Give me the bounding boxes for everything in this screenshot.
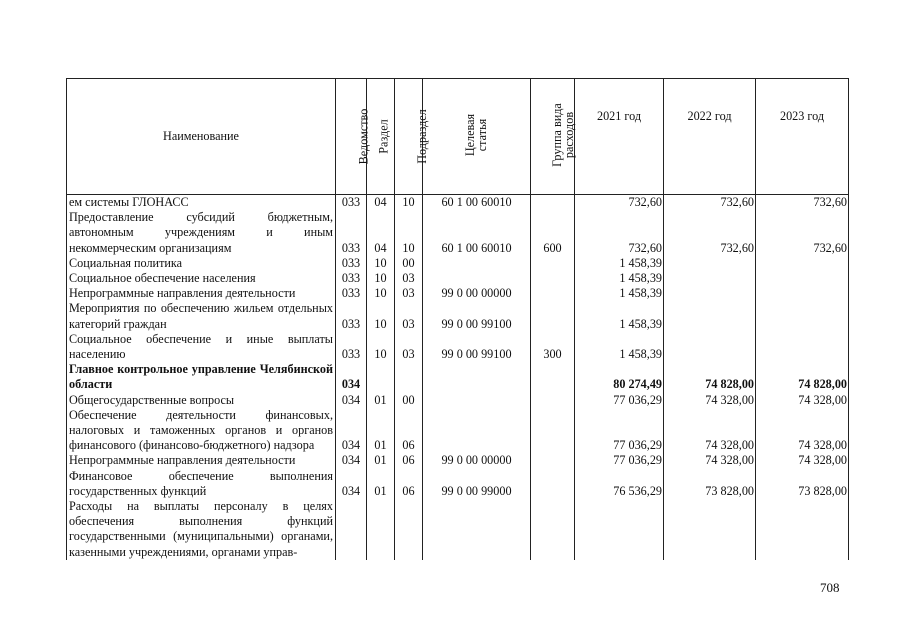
row-section xyxy=(367,499,395,560)
row-2021: 732,60 xyxy=(575,210,664,256)
header-target xyxy=(423,79,531,195)
header-group-label xyxy=(551,104,575,168)
row-group xyxy=(531,408,575,454)
row-2023 xyxy=(756,256,849,271)
row-dept: 033 xyxy=(336,301,367,331)
budget-table-sheet xyxy=(66,78,849,560)
header-dept-label: Ведомство xyxy=(356,108,371,165)
row-2021: 77 036,29 xyxy=(575,393,664,408)
table-row xyxy=(67,499,849,560)
row-group xyxy=(531,499,575,560)
table-row xyxy=(67,301,849,331)
row-2022 xyxy=(664,499,756,560)
row-name: Расходы на выплаты персоналу в целях обеспечения выполнения функций государственными (муниципальными) органами, казенными учреждениями, органами управ- xyxy=(67,499,336,560)
row-dept: 034 xyxy=(336,393,367,408)
row-dept: 033 xyxy=(336,195,367,211)
row-section: 10 xyxy=(367,301,395,331)
row-dept: 033 xyxy=(336,332,367,362)
table-row xyxy=(67,408,849,454)
table-row xyxy=(67,362,849,392)
row-2022: 74 328,00 xyxy=(664,408,756,454)
header-target-label xyxy=(465,114,489,156)
row-group xyxy=(531,301,575,331)
row-subsection: 06 xyxy=(395,453,423,468)
row-target: 99 0 00 99100 xyxy=(423,301,531,331)
row-2023: 74 328,00 xyxy=(756,393,849,408)
row-2022 xyxy=(664,332,756,362)
row-subsection: 00 xyxy=(395,393,423,408)
row-target xyxy=(423,271,531,286)
row-name: ем системы ГЛОНАСС xyxy=(67,195,336,211)
row-2021: 76 536,29 xyxy=(575,469,664,499)
row-2021: 1 458,39 xyxy=(575,286,664,301)
row-subsection: 10 xyxy=(395,195,423,211)
header-group-line2: расходов xyxy=(561,112,576,159)
table-header-row xyxy=(67,79,849,195)
row-name: Обеспечение деятельности финансовых, налоговых и таможенных органов и органов финансового (финансово-бюджетного) надзора xyxy=(67,408,336,454)
row-target xyxy=(423,393,531,408)
row-subsection: 03 xyxy=(395,332,423,362)
row-section: 10 xyxy=(367,256,395,271)
row-dept: 033 xyxy=(336,286,367,301)
row-target: 99 0 00 99000 xyxy=(423,469,531,499)
row-2023 xyxy=(756,286,849,301)
row-target xyxy=(423,408,531,454)
row-2022 xyxy=(664,256,756,271)
row-group xyxy=(531,393,575,408)
row-subsection: 06 xyxy=(395,408,423,454)
row-2021 xyxy=(575,499,664,560)
header-subsection xyxy=(395,79,429,195)
row-2021: 77 036,29 xyxy=(575,453,664,468)
page-number: 708 xyxy=(820,580,840,595)
row-target xyxy=(423,256,531,271)
table-row xyxy=(67,210,849,256)
row-dept: 034 xyxy=(336,362,367,392)
row-group: 600 xyxy=(531,210,575,256)
row-dept: 033 xyxy=(336,210,367,256)
row-name: Общегосударственные вопросы xyxy=(67,393,336,408)
row-section: 04 xyxy=(367,195,395,211)
row-2023 xyxy=(756,332,849,362)
row-dept: 034 xyxy=(336,453,367,468)
row-target: 60 1 00 60010 xyxy=(423,210,531,256)
row-group xyxy=(531,256,575,271)
row-group xyxy=(531,362,575,392)
row-section: 04 xyxy=(367,210,395,256)
row-2022 xyxy=(664,301,756,331)
row-2023: 732,60 xyxy=(756,195,849,211)
row-target: 99 0 00 00000 xyxy=(423,453,531,468)
header-subsection-label: Подраздел xyxy=(414,109,429,164)
row-2021: 1 458,39 xyxy=(575,332,664,362)
row-section: 10 xyxy=(367,332,395,362)
table-row xyxy=(67,469,849,499)
row-2023: 73 828,00 xyxy=(756,469,849,499)
row-name: Социальное обеспечение населения xyxy=(67,271,336,286)
row-subsection: 03 xyxy=(395,301,423,331)
header-dept xyxy=(336,79,371,195)
row-dept: 033 xyxy=(336,271,367,286)
row-2021: 80 274,49 xyxy=(575,362,664,392)
header-2023: 2023 год xyxy=(756,79,849,195)
budget-table xyxy=(66,78,849,560)
row-2023: 74 828,00 xyxy=(756,362,849,392)
row-group: 300 xyxy=(531,332,575,362)
row-subsection: 06 xyxy=(395,469,423,499)
row-subsection: 03 xyxy=(395,286,423,301)
table-row xyxy=(67,393,849,408)
row-name: Предоставление субсидий бюджетным, автономным учреждениям и иным некоммерческим организациям xyxy=(67,210,336,256)
table-row xyxy=(67,271,849,286)
row-2021: 732,60 xyxy=(575,195,664,211)
header-group-line1: Группа вида xyxy=(549,103,564,168)
row-name: Непрограммные направления деятельности xyxy=(67,286,336,301)
row-section: 01 xyxy=(367,408,395,454)
header-name: Наименование xyxy=(67,79,336,195)
row-group xyxy=(531,469,575,499)
row-name: Финансовое обеспечение выполнения государственных функций xyxy=(67,469,336,499)
row-2023 xyxy=(756,271,849,286)
table-row xyxy=(67,453,849,468)
row-subsection: 03 xyxy=(395,271,423,286)
header-2021: 2021 год xyxy=(575,79,664,195)
row-subsection xyxy=(395,499,423,560)
row-section: 10 xyxy=(367,271,395,286)
row-2021: 1 458,39 xyxy=(575,271,664,286)
table-body xyxy=(67,195,849,560)
row-2022: 732,60 xyxy=(664,195,756,211)
header-target-line2: статья xyxy=(475,119,490,152)
table-row xyxy=(67,256,849,271)
row-2022: 74 328,00 xyxy=(664,393,756,408)
row-section: 01 xyxy=(367,469,395,499)
row-target: 60 1 00 60010 xyxy=(423,195,531,211)
row-dept: 034 xyxy=(336,469,367,499)
row-target: 99 0 00 99100 xyxy=(423,332,531,362)
row-dept: 034 xyxy=(336,408,367,454)
row-2022: 74 328,00 xyxy=(664,453,756,468)
row-2022 xyxy=(664,286,756,301)
header-2022: 2022 год xyxy=(664,79,756,195)
row-section xyxy=(367,362,395,392)
row-dept xyxy=(336,499,367,560)
row-section: 01 xyxy=(367,453,395,468)
row-group xyxy=(531,453,575,468)
row-subsection: 00 xyxy=(395,256,423,271)
row-name: Социальная политика xyxy=(67,256,336,271)
row-2023: 74 328,00 xyxy=(756,453,849,468)
row-name: Социальное обеспечение и иные выплаты населению xyxy=(67,332,336,362)
row-subsection xyxy=(395,362,423,392)
row-2022: 74 828,00 xyxy=(664,362,756,392)
row-group xyxy=(531,286,575,301)
table-row xyxy=(67,195,849,211)
table-row xyxy=(67,286,849,301)
row-section: 01 xyxy=(367,393,395,408)
row-2022: 73 828,00 xyxy=(664,469,756,499)
row-dept: 033 xyxy=(336,256,367,271)
row-2022 xyxy=(664,271,756,286)
row-subsection: 10 xyxy=(395,210,423,256)
row-2023: 732,60 xyxy=(756,210,849,256)
row-target xyxy=(423,362,531,392)
header-section xyxy=(367,79,395,195)
row-name: Мероприятия по обеспечению жильем отдельных категорий граждан xyxy=(67,301,336,331)
row-2023 xyxy=(756,499,849,560)
row-2023 xyxy=(756,301,849,331)
row-name: Непрограммные направления деятельности xyxy=(67,453,336,468)
table-row xyxy=(67,332,849,362)
row-group xyxy=(531,195,575,211)
header-section-label: Раздел xyxy=(376,119,391,154)
row-target: 99 0 00 00000 xyxy=(423,286,531,301)
row-2021: 77 036,29 xyxy=(575,408,664,454)
row-group xyxy=(531,271,575,286)
row-section: 10 xyxy=(367,286,395,301)
header-target-line1: Целевая xyxy=(463,114,478,157)
row-2021: 1 458,39 xyxy=(575,256,664,271)
row-2021: 1 458,39 xyxy=(575,301,664,331)
row-2023: 74 328,00 xyxy=(756,408,849,454)
row-2022: 732,60 xyxy=(664,210,756,256)
row-target xyxy=(423,499,531,560)
header-group xyxy=(531,79,575,195)
row-name: Главное контрольное управление Челябинской области xyxy=(67,362,336,392)
